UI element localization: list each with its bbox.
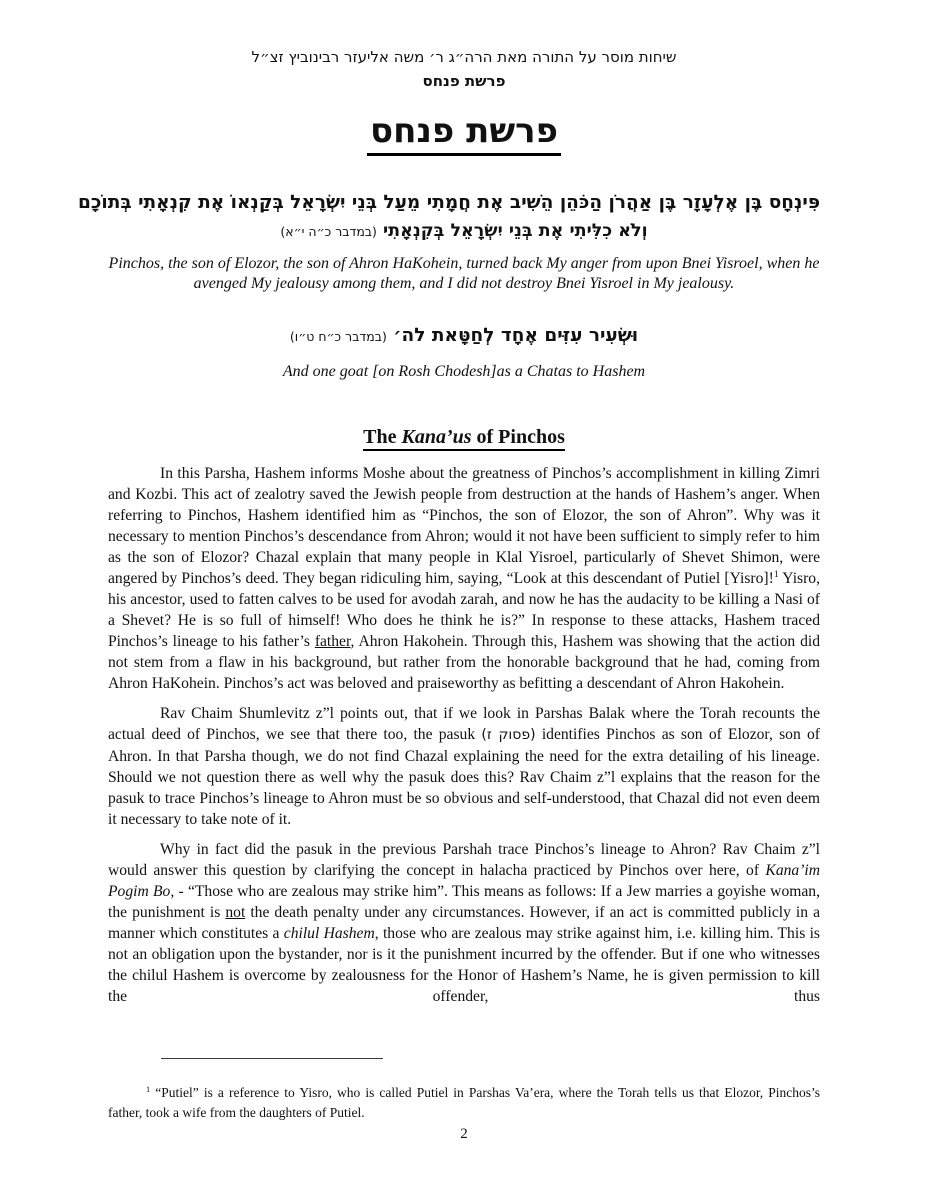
- verse-1-text-line-1: פִּינְחָס בֶּן אֶלְעָזָר בֶּן אַהֲרֹן הַכֹּהֵן הֵשִׁיב אֶת חֲמָתִי מֵעַל בְּנֵי יִשְׂרָאֵל בְּקַנְאוֹ אֶת קִנְאָתִי בְּתוֹכָם: [78, 192, 820, 214]
- verse-1-citation: (במדבר כ״ה י״א): [280, 223, 377, 239]
- hebrew-verse-2: [108, 323, 820, 350]
- verse-2-translation: And one goat [on Rosh Chodesh]as a Chatas to Hashem: [282, 363, 646, 381]
- footnote-area: [108, 1058, 820, 1143]
- section-heading-text: The Kana’us of Pinchos: [363, 426, 565, 451]
- hebrew-verse-1-line-2: [108, 219, 820, 244]
- body-paragraph-2: Rav Chaim Shumlevitz z”l points out, that if we look in Parshas Balak where the Torah recounts the actual deed of Pinchos, we see that there too, the pasuk (פסוק ז) identifies Pinchos as son of Elozor, son of Ahron. In that Parsha though, we do not find Chazal explaining the need for the extra detailing of his lineage. Should we not question there as well why the pasuk does this? Rav Chaim z”l explains that the reason for the pasuk to trace Pinchos’s lineage to Ahron must be so obvious and self-understood, that Chazal did not even deem it necessary to take note of it.: [108, 704, 820, 828]
- main-title: פרשת פנחס: [367, 112, 561, 156]
- verse-2-text: וּשְׂעִיר עִזִּים אֶחָד לְחַטָּאת לה׳: [393, 325, 639, 347]
- footnote-separator: [161, 1058, 383, 1059]
- body-paragraph-3: Why in fact did the pasuk in the previous Parshah trace Pinchos’s lineage to Ahron? Rav Chaim z”l would answer this question by clarifying the concept in halacha practiced by Pinchos over here, of Kana’im Pogim Bo, - “Those who are zealous may strike him”. This means as follows: If a Jew marries a goyishe woman, the punishment is not the death penalty under any circumstances. However, if an act is committed publicly in a manner which constitutes a chilul Hashem, those who are zealous may strike against him, i.e. killing him. This is not an obligation upon the bystander, nor is it the punishment incurred by the offender. But if one who witnesses the chilul Hashem is overcome by zealousness for the Honor of Hashem’s Name, he is given permission to kill the offender, thus: [108, 840, 821, 1005]
- verse-1-text-line-2: וְלֹא כִלִּיתִי אֶת בְּנֵי יִשְׂרָאֵל בְּקִנְאָתִי: [383, 220, 648, 241]
- main-title-row: [108, 112, 820, 156]
- running-header-line-2: פרשת פנחס: [422, 72, 506, 90]
- verse-2-citation: (במדבר כ״ח ט״ו): [289, 329, 387, 345]
- footnote-text: $^1$ “Putiel” is a reference to Yisro, who is called Putiel in Parshas Va’era, where the Torah tells us that Elozor, Pinchos’s father, took a wife from the daughters of Putiel.: [108, 1085, 820, 1120]
- section-heading: [108, 426, 820, 449]
- hebrew-verse-1-line-1: [78, 190, 820, 217]
- page-number: 2: [460, 1126, 468, 1142]
- running-header-line-1: שיחות מוסר על התורה מאת הרה״ג ר׳ משה אליעזר רבינוביץ זצ״ל: [251, 48, 677, 66]
- verse-1-translation: Pinchos, the son of Elozor, the son of Ahron HaKohein, turned back My anger from upon Bnei Yisroel, when he avenged My jealousy among them, and I did not destroy Bnei Yisroel in My jealousy.: [108, 255, 820, 292]
- body-paragraph-1: In this Parsha, Hashem informs Moshe about the greatness of Pinchos’s accomplishment in killing Zimri and Kozbi. This act of zealotry saved the Jewish people from destruction at the hands of Hashem’s anger. When referring to Pinchos, Hashem identified him as “Pinchos, the son of Elozor, the son of Ahron”. Why was it necessary to mention Pinchos’s descendance from Ahron; would it not have been sufficient to simply refer to him as the son of Elozor? Chazal explain that many people in Klal Yisroel, particularly of Shevet Shimon, were angered by Pinchos’s deed. They began ridiculing him, saying, “Look at this descendant of Putiel [Yisro]!$^1$ Yisro, his ancestor, used to fatten calves to be used for avodah zarah, and now he has the audacity to be killing a Nasi of a Shevet? He is so full of himself! Who does he think he is?” In response to these attacks, Hashem traced Pinchos’s lineage to his father’s father, Ahron Hakohein. Through this, Hashem was showing that the action did not stem from a flaw in his background, but rather from the honorable background that he had, coming from Ahron HaKohein. Pinchos’s act was beloved and praiseworthy as befitting a descendant of Ahron Hakohein.: [108, 464, 820, 692]
